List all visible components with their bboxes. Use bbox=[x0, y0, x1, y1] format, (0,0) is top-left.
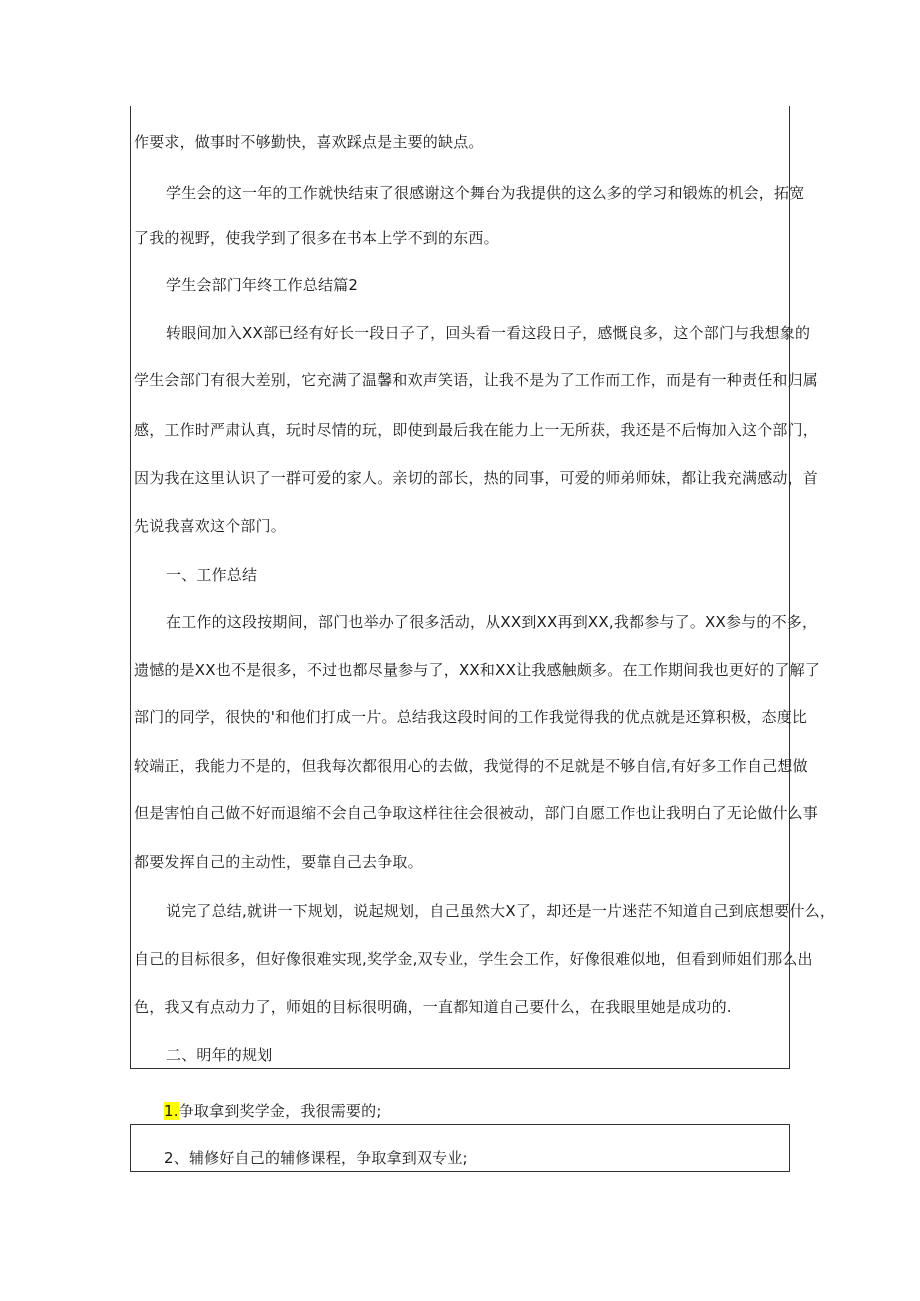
paragraph-line: 色，我又有点动力了，师姐的目标很明确，一直都知道自己要什么，在我眼里她是成功的. bbox=[134, 998, 732, 1016]
paragraph-line: 较端正，我能力不是的，但我每次都很用心的去做，我觉得的不足就是不够自信,有好多工作自己想做 bbox=[134, 757, 808, 775]
section-heading: 一、工作总结 bbox=[166, 566, 258, 584]
paragraph-line: 了我的视野，使我学到了很多在书本上学不到的东西。 bbox=[134, 229, 499, 247]
paragraph-line: 感，工作时严肃认真，玩时尽情的玩，即使到最后我在能力上一无所获，我还是不后悔加入这个部门， bbox=[134, 421, 819, 439]
paragraph-line: 都要发挥自己的主动性，要靠自己去争取。 bbox=[134, 853, 423, 871]
paragraph-line: 学生会的这一年的工作就快结束了很感谢这个舞台为我提供的这么多的学习和锻炼的机会，拓宽 bbox=[166, 184, 805, 202]
paragraph-line: 转眼间加入XX部已经有好长一段日子了，回头看一看这段日子，感慨良多，这个部门与我想象的 bbox=[166, 324, 811, 342]
section-heading: 学生会部门年终工作总结篇2 bbox=[166, 276, 359, 294]
plan-item-text: 争取拿到奖学金，我很需要的; bbox=[178, 1102, 382, 1120]
plan-item-2: 2、辅修好自己的辅修课程，争取拿到双专业; bbox=[164, 1149, 468, 1167]
paragraph-line: 先说我喜欢这个部门。 bbox=[134, 517, 287, 535]
paragraph-line: 自己的目标很多，但好像很难实现,奖学金,双专业，学生会工作，好像很难似地，但看到师姐们那么出 bbox=[134, 950, 813, 968]
paragraph-line: 作要求，做事时不够勤快，喜欢踩点是主要的缺点。 bbox=[134, 133, 484, 151]
paragraph-line: 学生会部门有很大差别，它充满了温馨和欢声笑语，让我不是为了工作而工作，而是有一种责任和归属 bbox=[134, 371, 819, 389]
paragraph-line: 在工作的这段按期间，部门也举办了很多活动，从XX到XX再到XX,我都参与了。XX参与的不多， bbox=[166, 613, 818, 631]
paragraph-line: 但是害怕自己做不好而退缩不会自己争取这样往往会很被动，部门自愿工作也让我明白了无论做什么事 bbox=[134, 804, 819, 822]
section-heading: 二、明年的规划 bbox=[166, 1046, 273, 1064]
plan-item-1 bbox=[164, 1101, 382, 1121]
paragraph-line: 因为我在这里认识了一群可爱的家人。亲切的部长，热的同事，可爱的师弟师妹，都让我充满感动，首 bbox=[134, 469, 819, 487]
paragraph-line: 说完了总结,就讲一下规划，说起规划，自己虽然大X了，却还是一片迷茫不知道自己到底想要什么， bbox=[166, 902, 836, 920]
paragraph-line: 部门的同学，很快的'和他们打成一片。总结我这段时间的工作我觉得我的优点就是还算积极，态度比 bbox=[134, 708, 808, 726]
text-box-main bbox=[130, 106, 790, 1069]
paragraph-line: 遗憾的是XX也不是很多，不过也都尽量参与了，XX和XX让我感触颇多。在工作期间我也更好的了解了 bbox=[134, 661, 821, 679]
plan-item-number-highlight: 1. bbox=[164, 1102, 179, 1120]
